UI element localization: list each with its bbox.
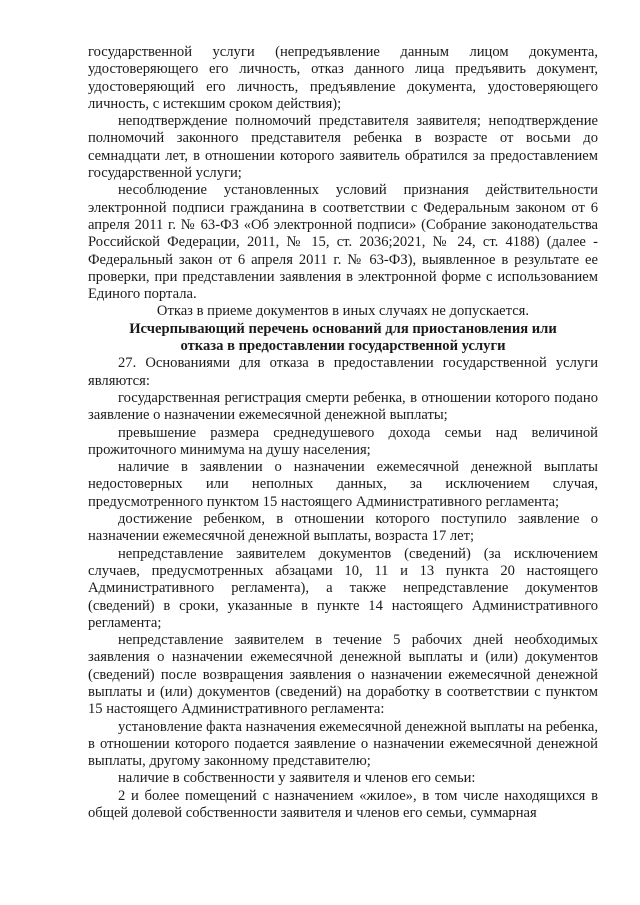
paragraph-clause-27: 27. Основаниями для отказа в предоставлении государственной услуги являются: — [88, 355, 598, 389]
paragraph-electronic-signature: несоблюдение установленных условий признания действительности электронной подписи гражданина в соответствии с Федеральным законом от 6 апреля 2011 г. № 63-ФЗ «Об электронной подписи» (Собрание законодательства Российской Федерации, 2011, № 15, ст. 2036;2021, № 24, ст. 4188) (далее - Федеральный закон от 6 апреля 2011 г. № 63-ФЗ), выявленное в результате ее проверки, при представлении заявления в электронной форме с использованием Единого портала. — [88, 182, 598, 303]
section-heading: Исчерпывающий перечень оснований для приостановления или отказа в предоставлении государственной услуги — [129, 320, 557, 355]
paragraph-age-17: достижение ребенком, в отношении которого поступило заявление о назначении ежемесячной денежной выплаты, возраста 17 лет; — [88, 511, 598, 545]
paragraph-no-other-refusals: Отказ в приеме документов в иных случаях не допускается. — [156, 303, 530, 320]
paragraph-death-registration: государственная регистрация смерти ребенка, в отношении которого подано заявление о назначении ежемесячной денежной выплаты; — [88, 389, 598, 424]
document-page — [88, 44, 598, 822]
paragraph-identity-document: государственной услуги (непредъявление данным лицом документа, удостоверяющего его личность, отказ данного лица предъявить документ, удостоверяющий его личность, предъявление документа, удостоверяющего личность, с истекшим сроком действия); — [88, 44, 598, 112]
paragraph-5-days: непредставление заявителем в течение 5 рабочих дней необходимых заявления о назначении ежемесячной денежной выплаты и (или) документов (сведений) после возвращения заявления о назначении ежемесячной денежной выплаты и (или) документов (сведений) на доработку в соответствии с пунктом 15 настоящего Административного регламента: — [88, 632, 598, 718]
paragraph-other-representative: установление факта назначения ежемесячной денежной выплаты на ребенка, в отношении которого подается заявление о назначении ежемесячной денежной выплаты, другому законному представителю; — [88, 718, 598, 770]
paragraph-representative-authority: неподтверждение полномочий представителя заявителя; неподтверждение полномочий законного представителя ребенка в возрасте от восьми до семнадцати лет, в отношении которого заявитель обратился за предоставлением государственной услуги; — [88, 113, 598, 182]
paragraph-property: наличие в собственности у заявителя и членов его семьи: — [118, 770, 476, 787]
paragraph-income-excess: превышение размера среднедушевого дохода семьи над величиной прожиточного минимума на душу населения; — [88, 424, 598, 458]
paragraph-two-premises: 2 и более помещений с назначением «жилое», в том числе находящихся в общей долевой собственности заявителя и членов его семьи, суммарная — [88, 787, 598, 822]
paragraph-missing-documents: непредставление заявителем документов (сведений) (за исключением случаев, предусмотренных абзацами 10, 11 и 13 пункта 20 настоящего Административного регламента), а также непредставление документов (сведений) в сроки, указанные в пункте 14 настоящего Административного регламента; — [88, 545, 598, 631]
paragraph-false-data: наличие в заявлении о назначении ежемесячной денежной выплаты недостоверных или неполных данных, за исключением случая, предусмотренного пунктом 15 настоящего Административного регламента; — [88, 459, 598, 510]
